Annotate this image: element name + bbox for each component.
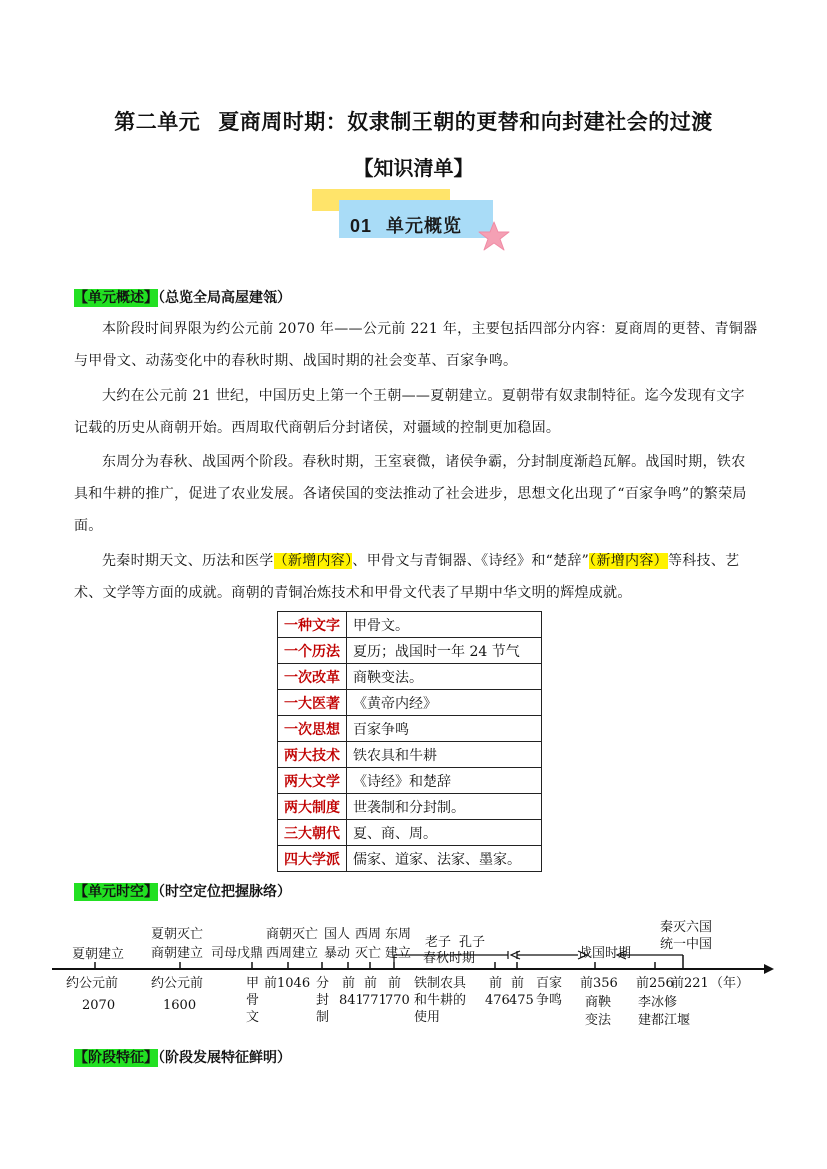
section-tag: 【单元概述】	[74, 290, 158, 306]
table-key: 两大文学	[278, 768, 347, 794]
table-value: 商鞅变法。	[347, 664, 542, 690]
paragraph-4	[74, 545, 758, 609]
tl-laozi: 老子	[425, 935, 452, 950]
section-timespace-heading	[74, 881, 291, 901]
table-row	[278, 716, 542, 742]
tl-xia-fall: 夏朝灭亡	[151, 927, 204, 942]
tl-year-unit: （年）	[710, 976, 750, 991]
paragraph-2: 大约在公元前 21 世纪，中国历史上第一个王朝——夏朝建立。夏朝带有奴隶制特征。迄今发现有文字记载的历史从商朝开始。西周取代商朝后分封诸侯，对疆域的控制更加稳固。	[74, 388, 745, 436]
table-row	[278, 664, 542, 690]
tl-xizhou-build: 西周建立	[266, 946, 319, 961]
tl-2070-b: 2070	[82, 998, 116, 1013]
tl-qian-476: 前	[489, 976, 503, 991]
tl-qian-770: 前	[388, 976, 402, 991]
table-value: 世袭制和分封制。	[347, 794, 542, 820]
tl-chunqiu: 春秋时期	[423, 951, 476, 966]
tl-shang-fall: 商朝灭亡	[266, 927, 319, 942]
tl-356: 前356	[580, 976, 618, 991]
tl-221: 前221	[671, 976, 709, 991]
table-key: 一大医著	[278, 690, 347, 716]
tl-jiagu-2: 骨	[246, 993, 260, 1008]
tl-qin-2: 统一中国	[660, 937, 713, 952]
table-key: 三大朝代	[278, 820, 347, 846]
table-key: 两大技术	[278, 742, 347, 768]
tl-2070-a: 约公元前	[66, 976, 119, 991]
tl-770: 770	[385, 993, 410, 1008]
tl-simuwu: 司母戊鼎	[211, 946, 264, 961]
tl-baijia-1: 百家	[536, 976, 563, 991]
table-row	[278, 742, 542, 768]
knowledge-table	[277, 611, 542, 872]
table-key: 一次思想	[278, 716, 347, 742]
tl-qian-475: 前	[511, 976, 525, 991]
tl-fenfeng-2: 封	[316, 993, 330, 1008]
tl-1600-b: 1600	[163, 998, 197, 1013]
table-value: 夏、商、周。	[347, 820, 542, 846]
table-row	[278, 612, 542, 638]
tl-miewang: 灭亡	[355, 946, 382, 961]
table-value: 甲骨文。	[347, 612, 542, 638]
table-row	[278, 638, 542, 664]
table-value: 儒家、道家、法家、墨家。	[347, 846, 542, 872]
tl-256: 前256	[636, 976, 674, 991]
tl-476: 476	[485, 993, 510, 1008]
section-note: （阶段发展特征鲜明）	[158, 1050, 291, 1066]
tl-1600-a: 约公元前	[151, 976, 204, 991]
star-icon	[478, 221, 510, 251]
section-overview-heading	[74, 287, 291, 307]
tl-libing-2: 建都江堰	[638, 1013, 691, 1028]
tl-771: 771	[362, 993, 387, 1008]
section-tag: 【单元时空】	[74, 884, 158, 900]
paragraph-3: 东周分为春秋、战国两个阶段。春秋时期，王室衰微，诸侯争霸，分封制度渐趋瓦解。战国时期，铁农具和牛耕的推广，促进了农业发展。各诸侯国的变法推动了社会进步，思想文化出现了“百家争鸣”的繁荣局面。	[74, 454, 747, 534]
table-value: 《诗经》和楚辞	[347, 768, 542, 794]
paragraph-4-text-b: 、甲骨文与青铜器、《诗经》和“楚辞”	[352, 553, 590, 569]
tl-475: 475	[509, 993, 534, 1008]
section-tag: 【阶段特征】	[74, 1050, 158, 1066]
section-note: （时空定位把握脉络）	[158, 884, 291, 900]
tl-841: 841	[339, 993, 364, 1008]
page-title	[0, 106, 827, 136]
table-value: 夏历；战国时一年 24 节气	[347, 638, 542, 664]
tl-tie-1: 铁制农具	[414, 976, 467, 991]
table-key: 一种文字	[278, 612, 347, 638]
table-row	[278, 820, 542, 846]
table-key: 一个历法	[278, 638, 347, 664]
timeline-arrow-icon	[764, 964, 774, 974]
table-value: 铁农具和牛耕	[347, 742, 542, 768]
highlight-new-content: （新增内容）	[273, 553, 353, 569]
table-row	[278, 690, 542, 716]
table-key: 两大制度	[278, 794, 347, 820]
tl-jiagu-3: 文	[246, 1010, 260, 1025]
title-main: 夏商周时期：奴隶制王朝的更替和向封建社会的过渡	[218, 109, 713, 134]
banner-title: 单元概览	[386, 216, 463, 236]
tl-jiagu-1: 甲	[246, 976, 260, 991]
tl-qian-841: 前	[342, 976, 356, 991]
paragraph-4-text-c: 等科技、艺术、文学等方面的成就。商朝的青铜冶炼技术和甲骨文代表了早期中华文明的辉煌成就。	[74, 553, 740, 601]
tl-shangyang-2: 变法	[585, 1013, 612, 1028]
tl-jianli: 建立	[385, 946, 412, 961]
table-value: 《黄帝内经》	[347, 690, 542, 716]
tl-baijia-2: 争鸣	[536, 993, 563, 1008]
table-value: 百家争鸣	[347, 716, 542, 742]
tl-qin-1: 秦灭六国	[660, 920, 713, 935]
table-row	[278, 768, 542, 794]
tl-libing-1: 李冰修	[638, 995, 678, 1010]
tl-shang-build: 商朝建立	[151, 946, 204, 961]
tl-zhanguo: 战国时期	[579, 946, 632, 961]
paragraph-1: 本阶段时间界限为约公元前 2070 年——公元前 221 年，主要包括四部分内容：夏商周的更替、青铜器与甲骨文、动荡变化中的春秋时期、战国时期的社会变革、百家争鸣。	[74, 321, 758, 369]
tl-tie-2: 和牛耕的	[414, 993, 467, 1008]
tl-baodong: 暴动	[324, 946, 351, 961]
paragraph-4-text-a: 先秦时期天文、历法和医学	[102, 553, 274, 569]
tl-qian-771: 前	[364, 976, 378, 991]
table-row	[278, 846, 542, 872]
tl-guoren: 国人	[324, 927, 351, 942]
title-unit: 第二单元	[114, 109, 201, 134]
tl-dongzhou: 东周	[385, 927, 412, 942]
table-row	[278, 794, 542, 820]
tl-shangyang-1: 商鞅	[585, 995, 612, 1010]
tl-tie-3: 使用	[414, 1010, 441, 1025]
tl-xia-build: 夏朝建立	[72, 947, 125, 962]
tl-fenfeng-3: 制	[316, 1010, 330, 1025]
banner-number: 01	[350, 216, 373, 236]
tl-xizhou: 西周	[355, 927, 382, 942]
tl-fenfeng-1: 分	[316, 976, 330, 991]
banner-label	[350, 212, 462, 238]
tl-kongzi: 孔子	[459, 935, 486, 950]
page-subtitle: 【知识清单】	[353, 156, 474, 180]
tl-1046: 前1046	[264, 976, 311, 991]
table-key: 一次改革	[278, 664, 347, 690]
highlight-new-content: （新增内容）	[589, 553, 668, 569]
section-note: （总览全局高屋建瓴）	[158, 290, 291, 306]
section-stage-heading	[74, 1047, 291, 1067]
table-key: 四大学派	[278, 846, 347, 872]
